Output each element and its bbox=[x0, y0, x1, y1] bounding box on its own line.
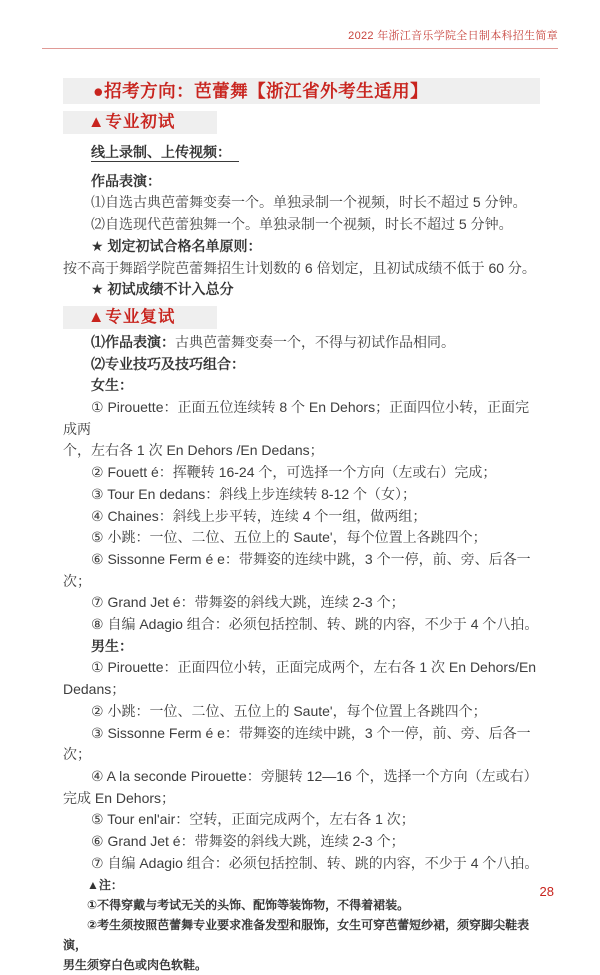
male-item-1: ① Pirouette：正面四位小转，正面完成两个，左右各 1 次 En Dehors/En bbox=[91, 659, 537, 676]
section-title-banner bbox=[63, 78, 540, 104]
note-2: ②考生须按照芭蕾舞专业要求准备发型和服饰，女生可穿芭蕾短纱裙，须穿脚尖鞋表演， bbox=[63, 917, 530, 952]
male-item-4-cont: 完成 En Dehors； bbox=[63, 789, 176, 806]
female-item-3: ③ Tour En dedans：斜线上步连续转 8-12 个（女）； bbox=[91, 485, 417, 502]
male-item-7: ⑦ 自编 Adagio 组合：必须包括控制、转、跳的内容，不少于 4 个八拍。 bbox=[91, 854, 539, 871]
preliminary-item-2: ⑵自选现代芭蕾独舞一个。单独录制一个视频，时长不超过 5 分钟。 bbox=[91, 216, 513, 233]
female-item-4: ④ Chaines：斜线上步平转，连续 4 个一组，做两组； bbox=[91, 507, 427, 524]
note-1: ①不得穿戴与考试无关的头饰、配饰等装饰物，不得着裙装。 bbox=[87, 897, 410, 912]
section-title: ●招考方向：芭蕾舞【浙江省外考生适用】 bbox=[93, 81, 429, 101]
female-item-6: ⑥ Sissonne Ferm é e：带舞姿的连续中跳，3 个一停，前、旁、后各一次； bbox=[63, 550, 531, 589]
note-2-cont: 男生须穿白色或肉色软鞋。 bbox=[63, 957, 208, 972]
paragraph-online-upload bbox=[63, 142, 540, 164]
male-item-6: ⑥ Grand Jet é：带舞姿的斜线大跳，连续 2-3 个； bbox=[91, 833, 405, 850]
preliminary-item-1: ⑴自选古典芭蕾舞变奏一个。单独录制一个视频，时长不超过 5 分钟。 bbox=[91, 194, 527, 211]
male-item-5: ⑤ Tour enl'air：空转，正面完成两个，左右各 1 次； bbox=[91, 811, 415, 828]
final-content bbox=[63, 332, 540, 975]
subsection-heading-final bbox=[63, 306, 217, 329]
final-item-work bbox=[63, 332, 540, 354]
male-item-4: ④ A la seconde Pirouette：旁腿转 12—16 个，选择一个方向（左或右） bbox=[91, 767, 538, 784]
header-rule bbox=[42, 48, 558, 49]
male-item-1-cont: Dedans； bbox=[63, 681, 126, 698]
star-note: ★ 初试成绩不计入总分 bbox=[91, 281, 234, 298]
final-item-work-body: 古典芭蕾舞变奏一个，不得与初试作品相同。 bbox=[175, 333, 455, 350]
online-upload-text: 线上录制、上传视频： bbox=[91, 144, 239, 162]
male-label: 男生： bbox=[91, 637, 133, 654]
page-number: 28 bbox=[539, 884, 554, 899]
final-item-work-label: ⑴作品表演： bbox=[91, 333, 175, 350]
female-item-7: ⑦ Grand Jet é：带舞姿的斜线大跳，连续 2-3 个； bbox=[91, 594, 405, 611]
male-item-2: ② 小跳：一位、二位、五位上的 Saute'，每个位置上各跳四个； bbox=[91, 702, 487, 719]
subsection-heading-preliminary-text: ▲专业初试 bbox=[88, 113, 176, 131]
female-label: 女生： bbox=[91, 377, 133, 394]
header-title-text: 2022 年浙江音乐学院全日制本科招生简章 bbox=[348, 30, 558, 42]
female-item-1-cont: 个，左右各 1 次 En Dehors /En Dedans； bbox=[63, 442, 324, 459]
male-item-3: ③ Sissonne Ferm é e：带舞姿的连续中跳，3 个一停，前、旁、后各一次； bbox=[63, 724, 531, 763]
subsection-heading-preliminary bbox=[63, 111, 217, 134]
star-rule-body: 按不高于舞蹈学院芭蕾舞招生计划数的 6 倍划定，且初试成绩不低于 60 分。 bbox=[63, 259, 536, 276]
female-item-1: ① Pirouette：正面五位连续转 8 个 En Dehors；正面四位小转，正面完成两 bbox=[63, 399, 530, 437]
final-item-skills-label: ⑵专业技巧及技巧组合： bbox=[91, 355, 245, 372]
page-header bbox=[0, 0, 600, 43]
female-item-2: ② Fouett é：挥鞭转 16-24 个，可选择一个方向（左或右）完成； bbox=[91, 464, 497, 481]
female-item-8: ⑧ 自编 Adagio 组合：必须包括控制、转、跳的内容，不少于 4 个八拍。 bbox=[91, 616, 539, 633]
note-label: ▲注： bbox=[87, 877, 123, 892]
female-item-5: ⑤ 小跳：一位、二位、五位上的 Saute'，每个位置上各跳四个； bbox=[91, 529, 487, 546]
preliminary-content bbox=[63, 142, 540, 301]
star-rule-title: ★ 划定初试合格名单原则： bbox=[91, 237, 262, 254]
paragraph-work-performance-label: 作品表演： bbox=[91, 172, 161, 189]
subsection-heading-final-text: ▲专业复试 bbox=[88, 307, 176, 326]
